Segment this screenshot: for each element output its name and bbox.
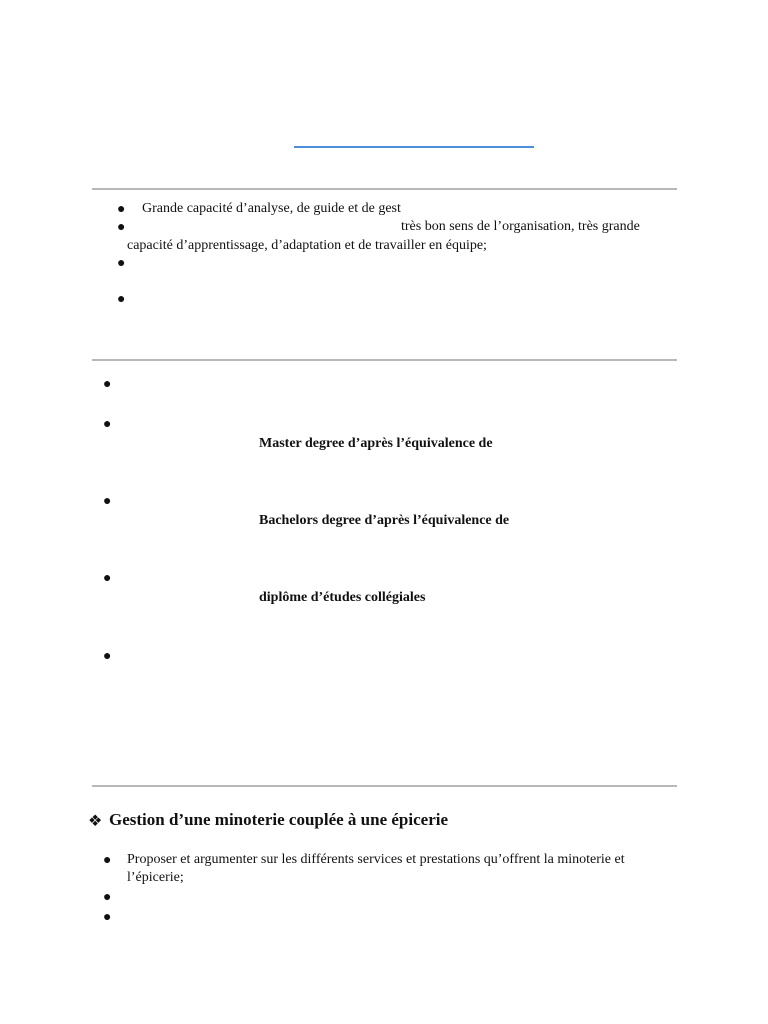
experience-item-continuation: l’épicerie; <box>127 870 184 885</box>
bullet: ● <box>103 377 112 392</box>
experience-item: Proposer et argumenter sur les différents services et prestations qu’offrent la minoterie et <box>127 852 625 867</box>
education-degree: diplôme d’études collégiales <box>259 590 426 605</box>
skill-item: très bon sens de l’organisation, très grande <box>401 219 640 234</box>
section-divider <box>92 785 677 787</box>
bullet: ● <box>117 256 126 271</box>
bullet: ● <box>103 417 112 432</box>
bullet: ● <box>117 202 126 217</box>
bullet: ● <box>117 292 126 307</box>
bullet: ● <box>103 890 112 905</box>
bullet: ● <box>103 649 112 664</box>
bullet: ● <box>103 494 112 509</box>
section-divider <box>92 188 677 190</box>
education-degree: Bachelors degree d’après l’équivalence de <box>259 513 510 528</box>
bullet: ● <box>103 853 112 868</box>
bullet: ● <box>103 910 112 925</box>
education-degree: Master degree d’après l’équivalence de <box>259 436 493 451</box>
experience-heading: Gestion d’une minoterie couplée à une épicerie <box>109 810 449 829</box>
section-divider <box>92 359 677 361</box>
link-underline[interactable] <box>294 146 534 148</box>
skill-item: Grande capacité d’analyse, de guide et de gest <box>142 201 401 216</box>
diamond-bullet-icon: ❖ <box>88 813 103 830</box>
skill-item-continuation: capacité d’apprentissage, d’adaptation et de travailler en équipe; <box>127 238 487 253</box>
bullet: ● <box>103 571 112 586</box>
bullet: ● <box>117 220 126 235</box>
